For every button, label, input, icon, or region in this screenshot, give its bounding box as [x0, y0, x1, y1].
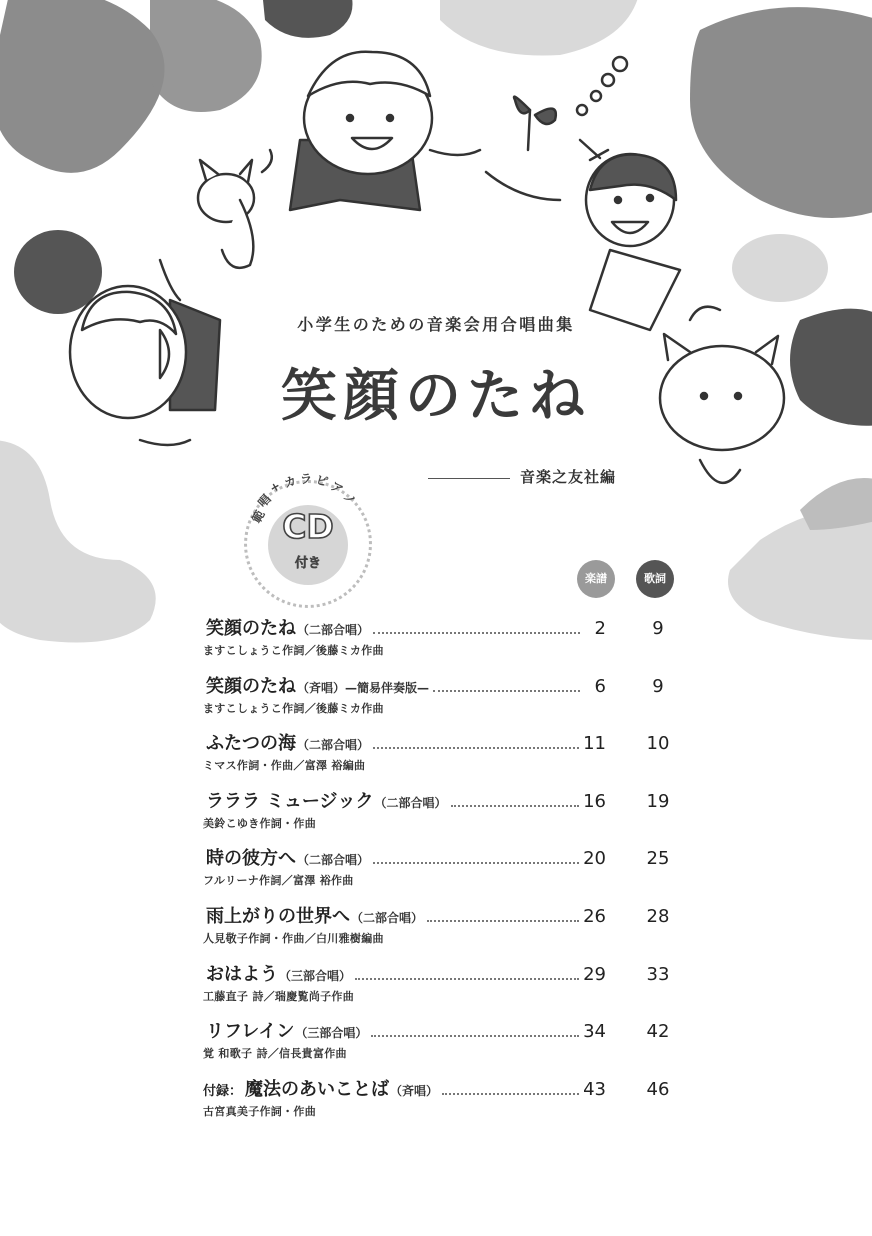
toc-part: （二部合唱）	[297, 623, 370, 637]
toc-part: （三部合唱）	[279, 968, 352, 983]
toc-part: （二部合唱）	[297, 738, 370, 753]
toc-title: 魔法のあいことば	[245, 1078, 390, 1100]
cd-arc-char: ノ	[340, 489, 359, 508]
toc-title: おはよう	[206, 963, 278, 985]
toc-credit: 工藤直子 詩／瑞慶覧尚子作曲	[203, 989, 355, 1003]
table-of-contents	[203, 614, 683, 1132]
cat-top-left	[198, 150, 272, 268]
toc-leader	[433, 690, 580, 692]
toc-score-page: 16	[583, 790, 606, 812]
toc-score-page: 34	[583, 1021, 606, 1043]
toc-lyrics-page: 19	[646, 790, 670, 812]
toc-credit: ますこしょうこ作詞／後藤ミカ作曲	[203, 644, 384, 657]
blob-right-light	[732, 234, 828, 302]
toc-leader	[373, 862, 579, 864]
blob-top-left-2	[150, 0, 262, 112]
toc-title: 雨上がりの世界へ	[206, 905, 350, 927]
cd-arc-char: ラ	[300, 472, 313, 486]
score-column-header: 楽譜	[577, 560, 615, 598]
blob-top-right-light	[440, 0, 640, 56]
blob-right-bottom	[728, 508, 872, 640]
lyrics-column-header: 歌詞	[636, 560, 674, 598]
toc-part: （二部合唱）	[297, 853, 370, 868]
toc-credit: 覚 和歌子 詩／信長貴富作曲	[203, 1047, 347, 1061]
cd-arc-char: ピ	[314, 472, 330, 490]
toc-lyrics-page: 10	[646, 733, 670, 755]
toc-entry	[203, 614, 683, 672]
toc-lyrics-page: 9	[652, 675, 664, 697]
cd-arc-char: 唱	[255, 491, 274, 511]
toc-score-page: 26	[583, 905, 606, 927]
book-subtitle: 小学生のための音楽会用合唱曲集	[297, 315, 575, 334]
cd-arc-char: 範	[249, 508, 268, 526]
toc-part: （二部合唱）	[374, 795, 447, 810]
toc-score-page: 11	[583, 733, 606, 755]
cd-badge-sub: 付き	[294, 556, 321, 571]
toc-prefix: 付録：	[203, 1083, 243, 1099]
child-right	[486, 140, 680, 330]
sprout-decoration	[514, 57, 627, 150]
blob-left-bottom	[0, 440, 156, 643]
toc-part: （二部合唱）	[351, 910, 424, 925]
toc-lyrics-page: 33	[646, 963, 670, 985]
toc-credit: 美鈴こゆき作詞・作曲	[203, 816, 316, 830]
toc-part: （斉唱）—簡易伴奏版—	[297, 680, 430, 695]
toc-credit: フルリーナ作詞／富澤 裕作曲	[203, 874, 354, 888]
cd-arc-char: +	[267, 478, 283, 496]
toc-leader	[373, 632, 580, 634]
toc-lyrics-page: 28	[646, 905, 670, 927]
toc-title: 時の彼方へ	[206, 848, 296, 870]
toc-credit: 人見敬子作詞・作曲／白川雅樹編曲	[203, 931, 384, 945]
toc-score-page: 2	[594, 618, 606, 639]
toc-entry	[203, 787, 683, 845]
toc-entry	[203, 960, 683, 1018]
publisher-name: 音楽之友社編	[520, 468, 617, 486]
toc-lyrics-page: 25	[646, 848, 670, 870]
child-top	[290, 52, 480, 210]
toc-score-page: 20	[583, 848, 606, 870]
cd-arc-char: ア	[327, 478, 346, 498]
toc-title: 笑顔のたね	[206, 675, 296, 697]
toc-score-page: 29	[583, 963, 606, 985]
blob-right-bottom-2	[800, 478, 872, 530]
toc-credit: ますこしょうこ作詞／後藤ミカ作曲	[203, 701, 384, 715]
toc-title: ラララ ミュージック	[206, 790, 374, 812]
toc-entry	[203, 902, 683, 960]
toc-credit: 古宮真美子作詞・作曲	[203, 1104, 316, 1118]
toc-score-page: 43	[583, 1078, 606, 1100]
toc-lyrics-page: 9	[652, 618, 664, 639]
publisher-rule	[428, 478, 510, 479]
toc-part: （三部合唱）	[295, 1026, 368, 1041]
blob-left-dark	[14, 230, 102, 314]
toc-leader	[442, 1093, 579, 1095]
blob-top-left	[0, 0, 165, 173]
toc-leader	[373, 747, 579, 749]
toc-score-page: 6	[594, 675, 606, 697]
toc-entry	[203, 1075, 683, 1133]
toc-title: リフレイン	[206, 1021, 295, 1043]
toc-entry	[203, 1017, 683, 1075]
cd-badge-label: CD	[282, 507, 334, 546]
blob-right-large	[690, 7, 872, 218]
toc-title: 笑顔のたね	[206, 618, 296, 639]
blob-top-center	[262, 0, 353, 38]
toc-entry	[203, 729, 683, 787]
book-title: 笑顔のたね	[281, 364, 591, 429]
toc-title: ふたつの海	[206, 733, 296, 755]
toc-entry	[203, 844, 683, 902]
toc-leader	[451, 805, 580, 807]
toc-leader	[371, 1035, 579, 1037]
cd-arc-char: カ	[282, 473, 298, 491]
toc-leader	[427, 920, 579, 922]
toc-lyrics-page: 46	[646, 1078, 670, 1100]
toc-credit: ミマス作詞・作曲／富澤 裕編曲	[203, 759, 366, 773]
toc-lyrics-page: 42	[646, 1021, 670, 1043]
toc-part: （斉唱）	[390, 1083, 439, 1098]
toc-entry	[203, 672, 683, 730]
toc-leader	[355, 978, 579, 980]
